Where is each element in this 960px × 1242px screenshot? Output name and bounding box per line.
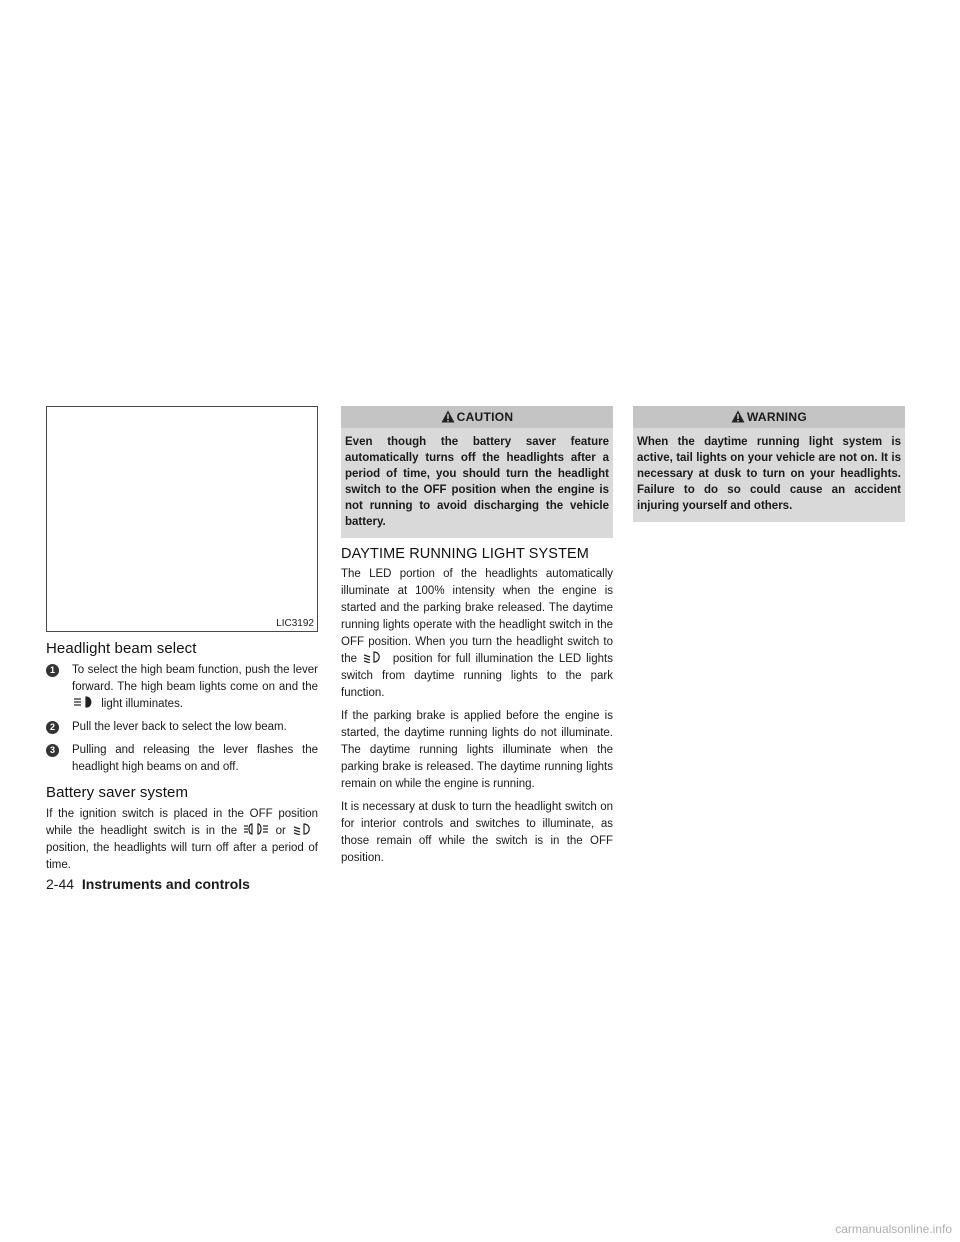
high-beam-icon [72, 696, 98, 708]
drl-paragraph-2: If the parking brake is applied before the engine is started, the daytime running lights do not illuminate. The daytime running lights illuminate when the parking brake is released. The daytime running lights remain on while the engine is running. [341, 710, 613, 790]
column-right [633, 406, 905, 530]
caution-box [341, 406, 613, 538]
step-1: 1 To select the high beam function, push the lever forward. The high beam lights come on and the light illuminates. [46, 662, 318, 713]
column-left [46, 406, 318, 880]
drl-paragraph-3: It is necessary at dusk to turn the headlight switch on for interior controls and switches to illuminate, as those remain off while the switch is in the OFF position. [341, 801, 613, 864]
heading-battery-saver: Battery saver system [46, 784, 189, 801]
page-number: 2-44 [46, 876, 75, 892]
drl-paragraph-1: The LED portion of the headlights automatically illuminate at 100% intensity when the engine is started and the parking brake released. The daytime running lights operate with the headlight switch in the OFF position. When you turn the headlight switch to the position for full illumination the LED lights switch from daytime running lights to the park function. [341, 568, 613, 699]
headlight-icon [362, 651, 388, 663]
caution-header: CAUTION [341, 406, 613, 428]
warning-body: When the daytime running light system is active, tail lights on your vehicle are not on. It is necessary at dusk to turn on your headlights. Failure to do so could cause an accident injuring yourself and others. [637, 436, 901, 512]
section-title: Instruments and controls [81, 876, 250, 892]
step-2: 2 Pull the lever back to select the low beam. [46, 719, 318, 736]
watermark: carmanualsonline.info [835, 1222, 952, 1236]
figure-placeholder [46, 406, 318, 632]
heading-drl: DAYTIME RUNNING LIGHT SYSTEM [341, 546, 589, 562]
warning-triangle-icon [731, 410, 745, 423]
parking-light-icon [243, 823, 269, 835]
step-number: 2 [46, 721, 59, 734]
page-footer [46, 876, 250, 892]
step-number: 3 [46, 744, 59, 757]
caution-body: Even though the battery saver feature automatically turns off the headlights after a period of time, you should turn the headlight switch to the OFF position when the engine is not running to avoid discharging the vehicle battery. [345, 436, 609, 528]
warning-triangle-icon [441, 410, 455, 423]
warning-box [633, 406, 905, 522]
battery-saver-text: If the ignition switch is placed in the OFF position while the headlight switch is in the or position, the headlights will turn off after a period of time. [46, 808, 318, 871]
column-middle [341, 406, 613, 873]
headlight-icon [292, 823, 318, 835]
figure-label: LIC3192 [276, 618, 314, 629]
step-3: 3 Pulling and releasing the lever flashes the headlight high beams on and off. [46, 742, 318, 776]
step-number: 1 [46, 664, 59, 677]
warning-header: WARNING [633, 406, 905, 428]
heading-headlight-beam: Headlight beam select [46, 640, 197, 657]
